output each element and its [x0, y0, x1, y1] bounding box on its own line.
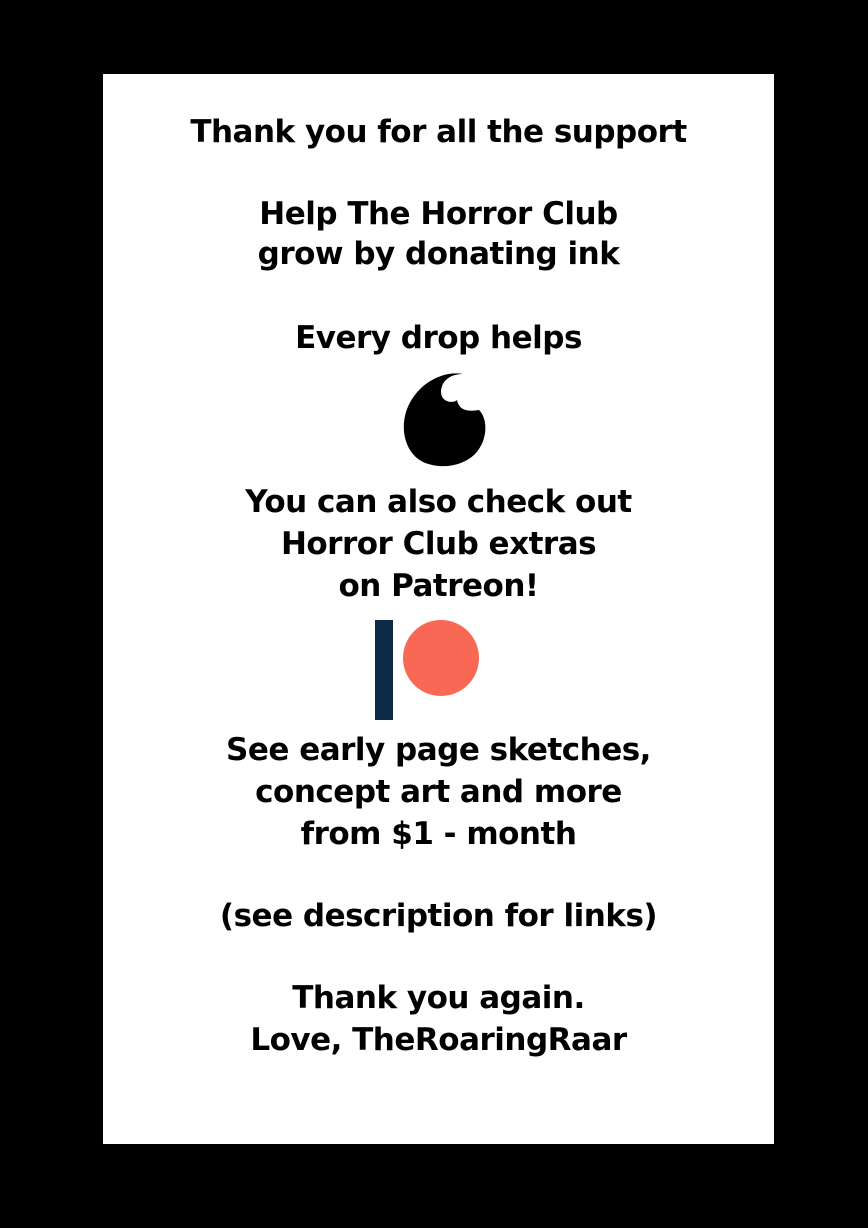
- ink-drop-icon: [401, 372, 491, 468]
- extras-text-line-3: from $1 - month: [300, 816, 577, 852]
- extras-text-line-1: See early page sketches,: [226, 732, 651, 768]
- help-text-line-1: Help The Horror Club: [259, 196, 618, 232]
- every-drop-text: Every drop helps: [295, 320, 582, 356]
- patreon-text-line-1: You can also check out: [245, 484, 632, 520]
- patreon-text-line-3: on Patreon!: [338, 568, 539, 604]
- patreon-text-line-2: Horror Club extras: [280, 526, 597, 562]
- extras-text-line-2: concept art and more: [255, 774, 622, 810]
- help-text-line-2: grow by donating ink: [257, 236, 620, 272]
- thanks-text: Thank you for all the support: [190, 114, 687, 150]
- closing-text-line-2: Love, TheRoaringRaar: [250, 1022, 627, 1058]
- closing-text-line-1: Thank you again.: [292, 980, 585, 1016]
- patreon-logo-icon: [375, 620, 481, 720]
- message-card: [103, 74, 774, 1144]
- links-note-text: (see description for links): [219, 898, 658, 934]
